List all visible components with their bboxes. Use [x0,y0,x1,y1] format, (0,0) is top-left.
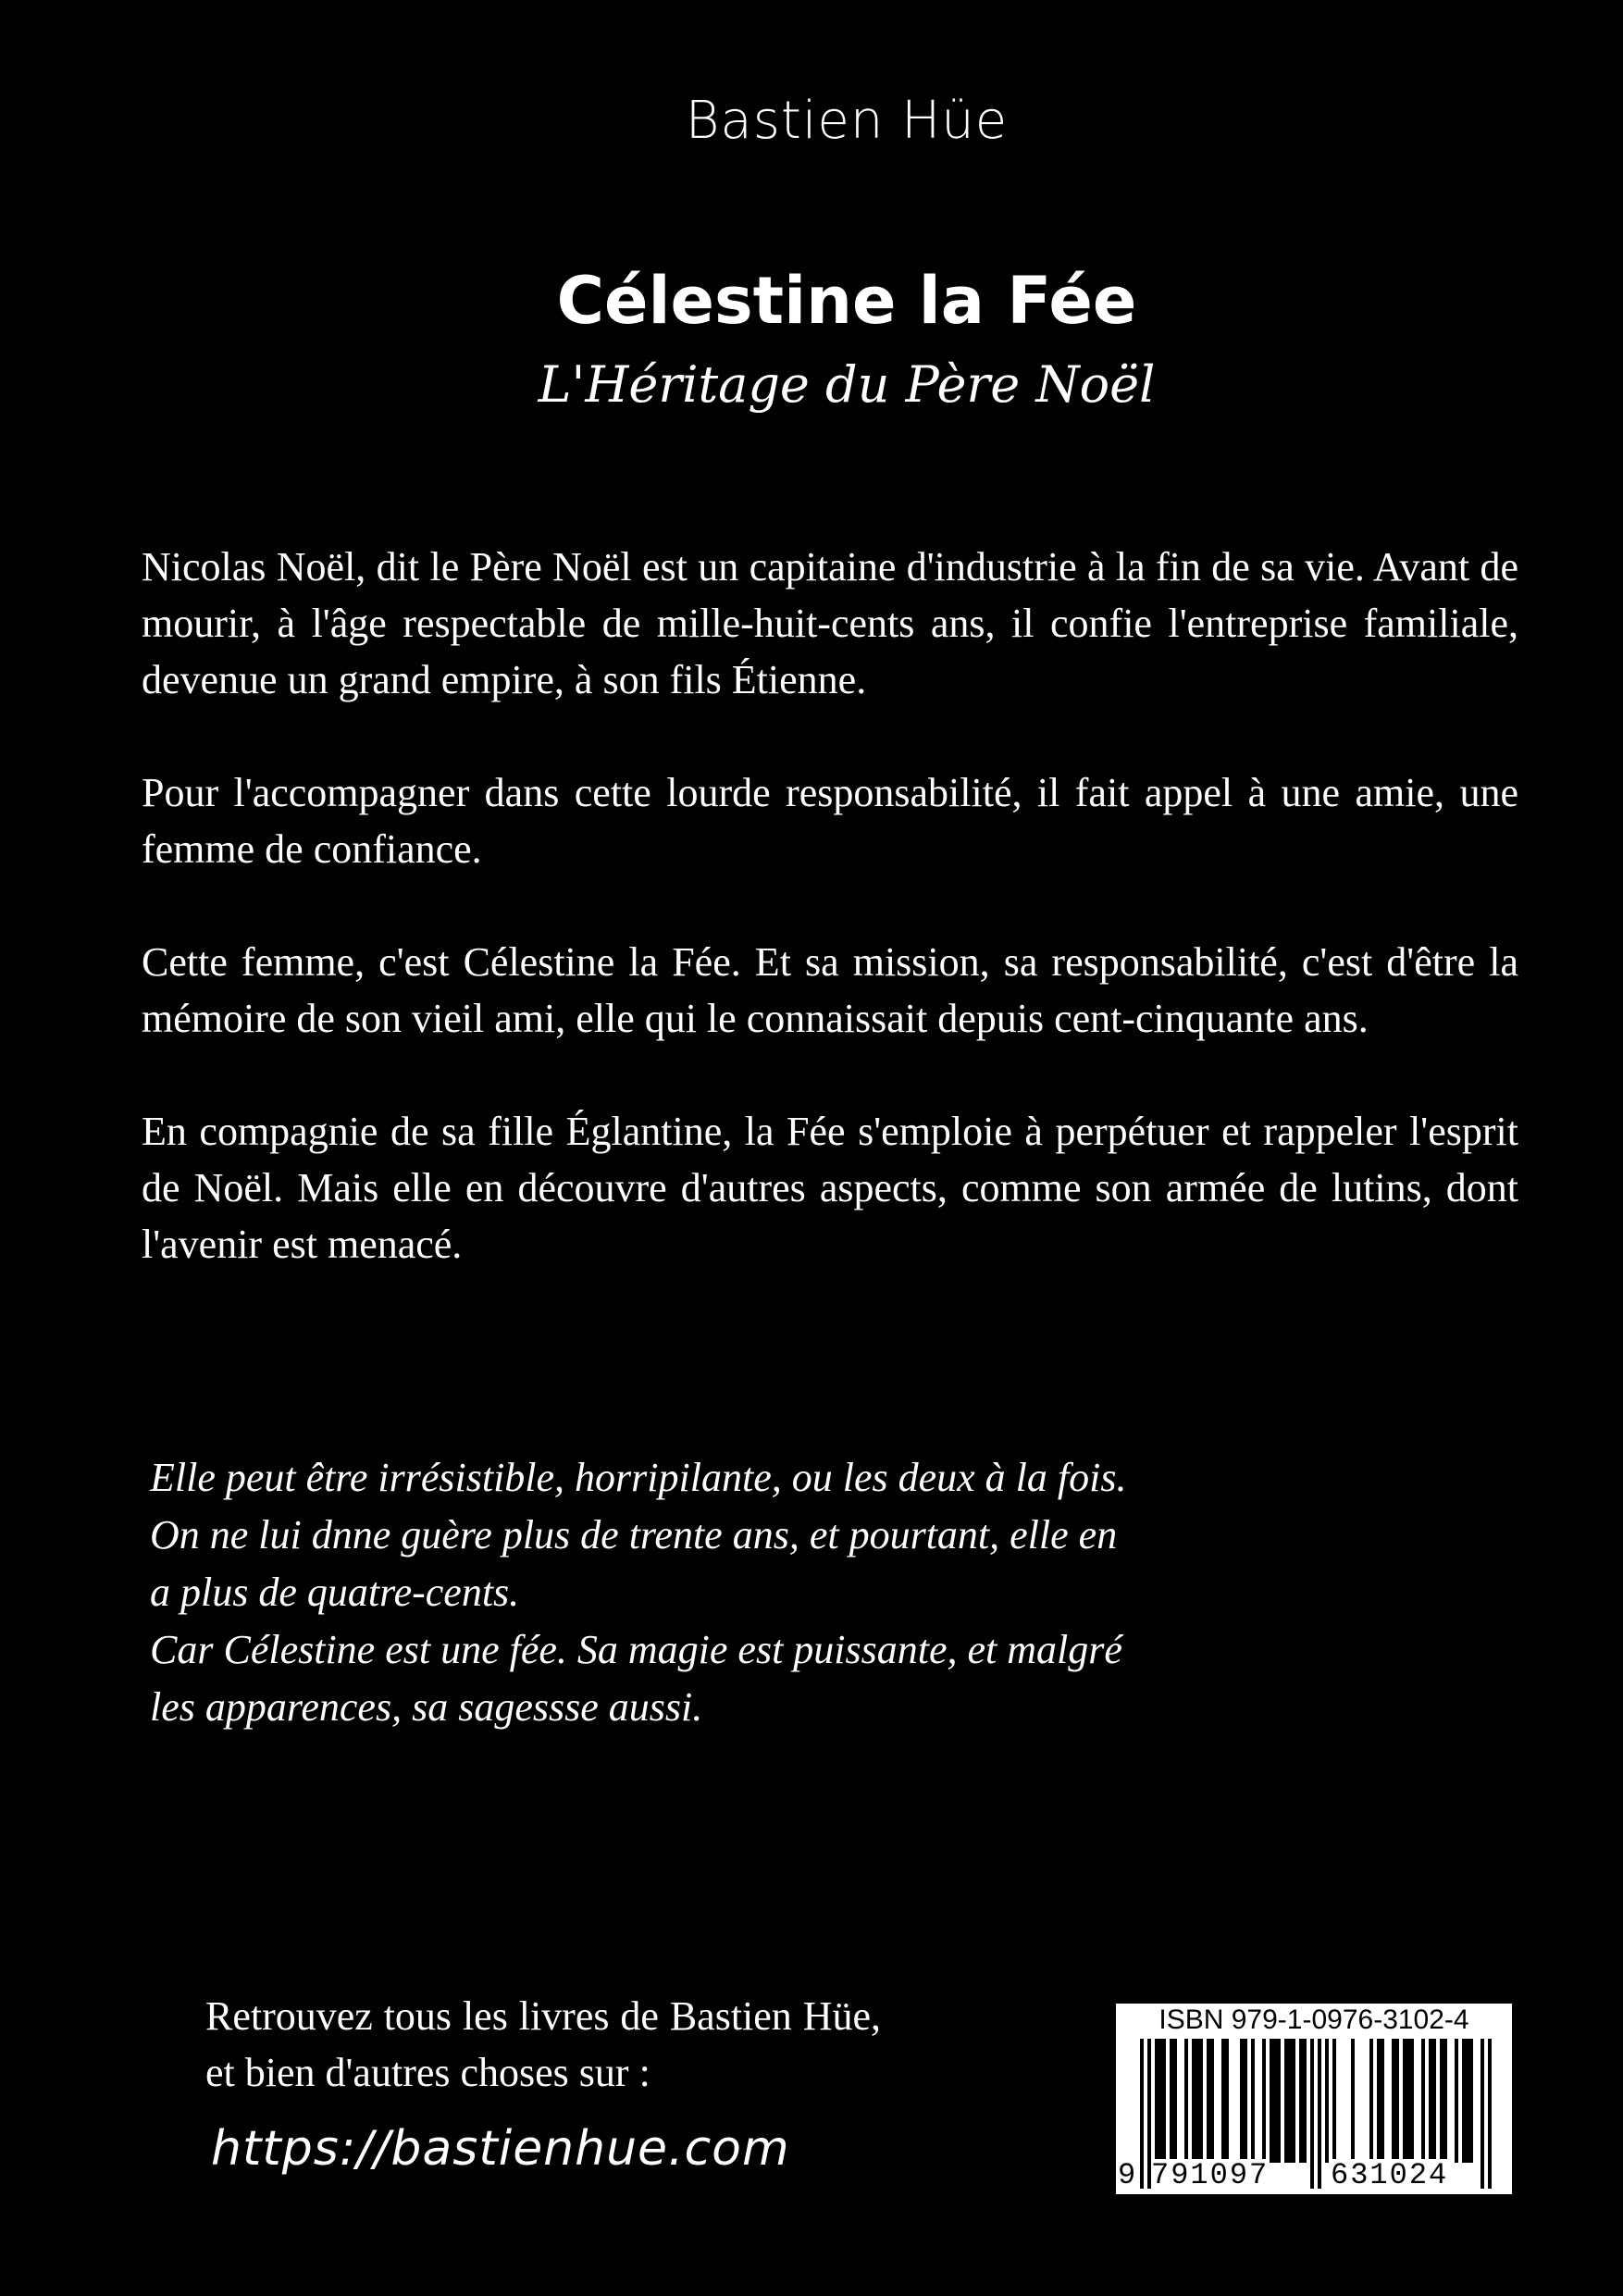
isbn-label: ISBN 979-1-0976-3102-4 [1158,2004,1469,2035]
barcode-bar [1351,2039,1355,2163]
barcode-bar [1262,2039,1266,2163]
barcode-bar [1432,2039,1436,2163]
blurb-paragraph: Pour l'accompagner dans cette lourde responsabilité, il fait appel à une amie, une femme de confiance. [142,770,1518,872]
barcode-bar [1455,2039,1458,2163]
barcode-bar [1406,2039,1410,2163]
barcode-bar [1332,2039,1336,2163]
barcode-bar [1240,2039,1244,2163]
barcode-bar [1299,2039,1303,2163]
quote-line: a plus de quatre-cents. [150,1570,520,1615]
barcode-bar [1377,2039,1381,2163]
barcode-bar [1221,2039,1225,2163]
barcode-bar [1469,2039,1473,2163]
book-title: Célestine la Fée [556,263,1137,339]
barcode-bar [1199,2039,1203,2163]
barcode-bar [1210,2039,1214,2163]
book-subtitle: L'Héritage du Père Noël [538,355,1156,414]
barcode-bar [1429,2039,1432,2163]
author-name: Bastien Hüe [685,91,1009,151]
barcode-bar [1251,2039,1255,2163]
quote-line: Elle peut être irrésistible, horripilante, ou les deux à la fois. [150,1455,1127,1500]
website-link[interactable]: https://bastienhue.com [211,2121,790,2177]
quote-line: On ne lui dnne guère plus de trente ans, et pourtant, elle en [150,1512,1118,1558]
quote-line: Car Célestine est une fée. Sa magie est puissante, et malgré [150,1627,1122,1672]
barcode-digits [1116,2159,1512,2192]
barcode-bar [1225,2039,1229,2163]
barcode-digits-right: 631024 [1331,2158,1449,2192]
barcode-bar [1170,2039,1173,2163]
barcode-bar [1244,2039,1247,2163]
barcode-bar [1162,2039,1166,2163]
barcode-bar [1292,2039,1295,2163]
quote-line: les apparences, sa sagessse aussi. [150,1684,703,1730]
barcode-bar [1184,2039,1188,2163]
barcode-bar [1158,2039,1162,2163]
barcode-bar [1284,2039,1288,2163]
barcode-digit-first: 9 [1118,2158,1136,2192]
isbn-barcode [1116,2004,1512,2194]
barcode-bar [1288,2039,1292,2163]
blurb-paragraph: Cette femme, c'est Célestine la Fée. Et sa mission, sa responsabilité, c'est d'être la mémoire de son vieil ami, elle qui le connaissait depuis cent-cinquante ans. [142,939,1518,1041]
barcode-digits-left: 791097 [1151,2158,1270,2192]
barcode-bar [1173,2039,1177,2163]
barcode-bar [1207,2039,1210,2163]
barcode-bar [1421,2039,1425,2163]
barcode-bar [1270,2039,1273,2163]
promo-text: Retrouvez tous les livres de Bastien Hüe, et bien d'autres choses sur : [205,1993,881,2095]
barcode-bar [1462,2039,1466,2163]
barcode-bar [1277,2039,1281,2163]
barcode-bar [1369,2039,1373,2163]
barcode-bar [1392,2039,1395,2163]
barcode-bar [1303,2039,1307,2163]
blurb [142,539,1518,1329]
barcode-bar [1381,2039,1384,2163]
barcode-bar [1192,2039,1196,2163]
quote [150,1449,1260,1736]
barcode-bar [1325,2039,1329,2163]
blurb-paragraph: En compagnie de sa fille Églantine, la Fée s'emploie à perpétuer et rappeler l'esprit de Noël. Mais elle en découvre d'autres aspects, comme son armée de lutins, dont l'avenir est menacé. [142,1109,1518,1267]
barcode-bar [1155,2039,1158,2163]
barcode-bar [1466,2039,1469,2163]
barcode-bar [1410,2039,1414,2163]
barcode-bar [1440,2039,1443,2163]
blurb-paragraph: Nicolas Noël, dit le Père Noël est un capitaine d'industrie à la fin de sa vie. Avant de mourir, à l'âge respectable de mille-huit-cents ans, il confie l'entreprise familiale, devenue un grand empire, à son fils Étienne. [142,544,1518,702]
barcode-bar [1273,2039,1277,2163]
barcode-bar [1395,2039,1399,2163]
barcode-bar [1403,2039,1406,2163]
barcode-bar [1196,2039,1199,2163]
barcode-bar [1443,2039,1447,2163]
